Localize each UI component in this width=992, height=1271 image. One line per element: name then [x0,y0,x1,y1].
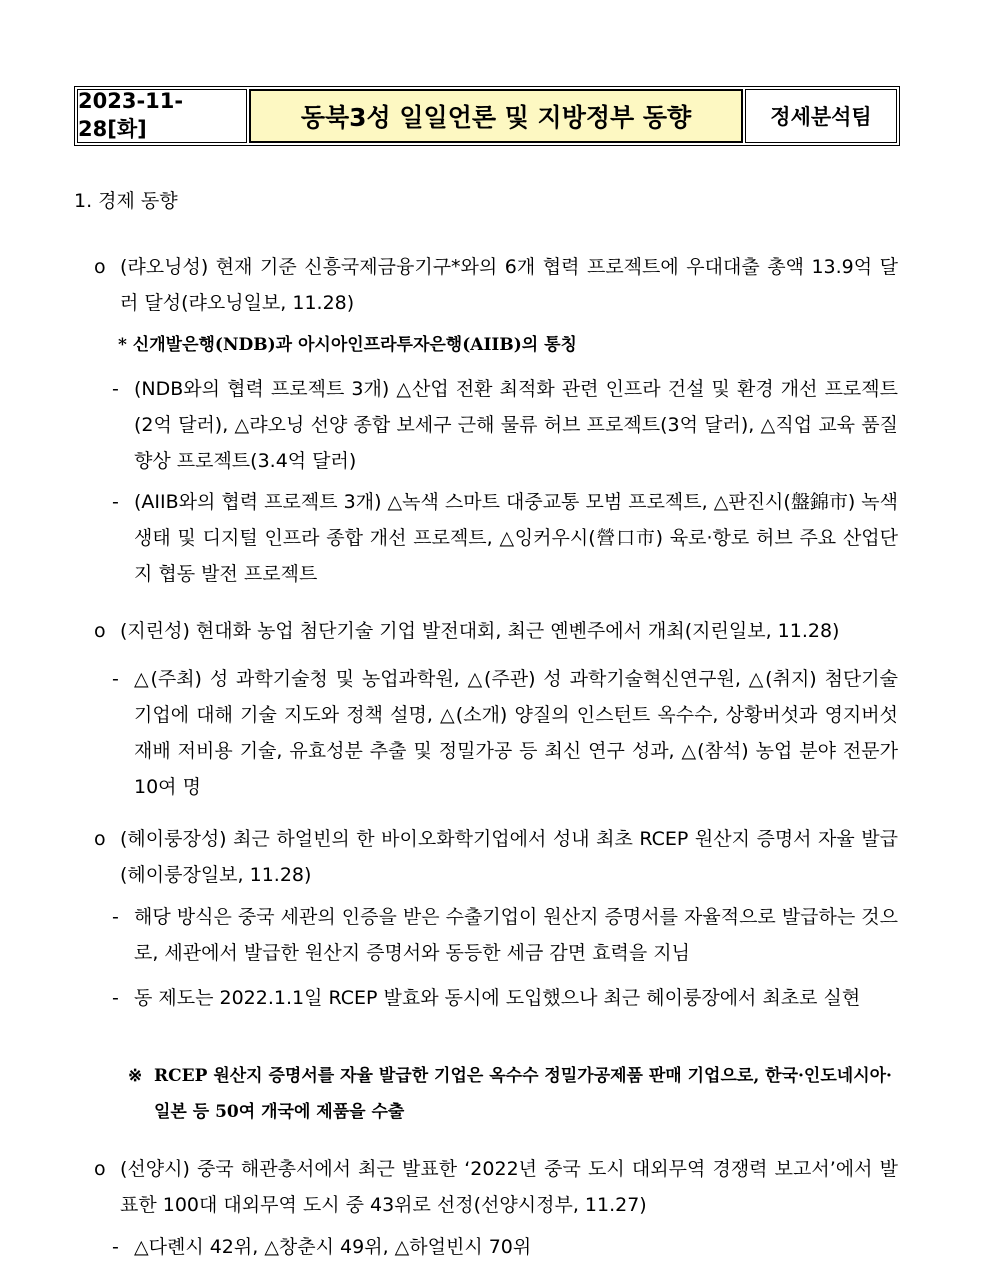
bullet-marker: - [112,668,119,690]
bullet-aiib [112,484,898,592]
bullet-method [112,899,898,971]
footnote: * 신개발은행(NDB)과 아시아인프라투자은행(AIIB)의 통칭 [118,335,577,355]
section-heading: 1. 경제 동향 [74,190,178,212]
item-marker: o [94,828,106,850]
bullet-jilin-details [112,661,898,805]
item-marker: o [94,620,106,642]
bullet-ndb [112,371,898,479]
remark-note [128,1058,898,1130]
remark-marker: ※ [128,1066,143,1086]
bullet-rankings [112,1229,898,1265]
bullet-marker: - [112,378,119,400]
item-text: (랴오닝성) 현재 기준 신흥국제금융기구*와의 6개 협력 프로젝트에 우대대출 총액 13.9억 달러 달성(랴오닝일보, 11.28) [120,256,898,314]
item-shenyang [94,1151,898,1223]
item-text: (헤이룽장성) 최근 하얼빈의 한 바이오화학기업에서 성내 최초 RCEP 원산지 증명서 자율 발급(헤이룽장일보, 11.28) [120,828,898,886]
bullet-system [112,980,898,1016]
remark-text: RCEP 원산지 증명서를 자율 발급한 기업은 옥수수 정밀가공제품 판매 기업으로, 한국·인도네시아·일본 등 50여 개국에 제품을 수출 [154,1066,892,1122]
bullet-text: (AIIB와의 협력 프로젝트 3개) △녹색 스마트 대중교통 모범 프로젝트, △판진시(盤錦市) 녹색 생태 및 디지털 인프라 종합 개선 프로젝트, △잉커우시(營口市) 육로·항로 허브 주요 산업단지 협동 발전 프로젝트 [134,491,898,585]
document-header [74,86,900,146]
bullet-text: 동 제도는 2022.1.1일 RCEP 발효와 동시에 도입했으나 최근 헤이룽장에서 최초로 실현 [134,987,861,1009]
header-date: 2023-11-28[화] [77,89,247,143]
bullet-text: 해당 방식은 중국 세관의 인증을 받은 수출기업이 원산지 증명서를 자율적으로 발급하는 것으로, 세관에서 발급한 원산지 증명서와 동등한 세금 감면 효력을 지님 [134,906,898,964]
bullet-marker: - [112,906,119,928]
bullet-marker: - [112,1236,119,1258]
item-marker: o [94,1158,106,1180]
bullet-text: (NDB와의 협력 프로젝트 3개) △산업 전환 최적화 관련 인프라 건설 및 환경 개선 프로젝트(2억 달러), △랴오닝 선양 종합 보세구 근해 물류 허브 프로젝트(3억 달러), △직업 교육 품질 향상 프로젝트(3.4억 달러) [134,378,898,472]
item-text: (선양시) 중국 해관총서에서 최근 발표한 ‘2022년 중국 도시 대외무역 경쟁력 보고서’에서 발표한 100대 대외무역 도시 중 43위로 선정(선양시정부, 11.27) [120,1158,898,1216]
item-text: (지린성) 현대화 농업 첨단기술 기업 발전대회, 최근 옌볜주에서 개최(지린일보, 11.28) [120,620,840,642]
bullet-marker: - [112,491,119,513]
item-marker: o [94,256,106,278]
bullet-text: △다롄시 42위, △창춘시 49위, △하얼빈시 70위 [134,1236,532,1258]
item-jilin [94,613,898,649]
item-liaoning [94,249,898,321]
item-heilongjiang [94,821,898,893]
bullet-text: △(주최) 성 과학기술청 및 농업과학원, △(주관) 성 과학기술혁신연구원, △(취지) 첨단기술 기업에 대해 기술 지도와 정책 설명, △(소개) 양질의 인스턴트 옥수수, 상황버섯과 영지버섯 재배 저비용 기술, 유효성분 추출 및 정밀가공 등 최신 연구 성과, △(참석) 농업 분야 전문가 10여 명 [134,668,898,798]
header-title: 동북3성 일일언론 및 지방정부 동향 [249,89,743,143]
bullet-marker: - [112,987,119,1009]
header-team: 정세분석팀 [745,89,897,143]
